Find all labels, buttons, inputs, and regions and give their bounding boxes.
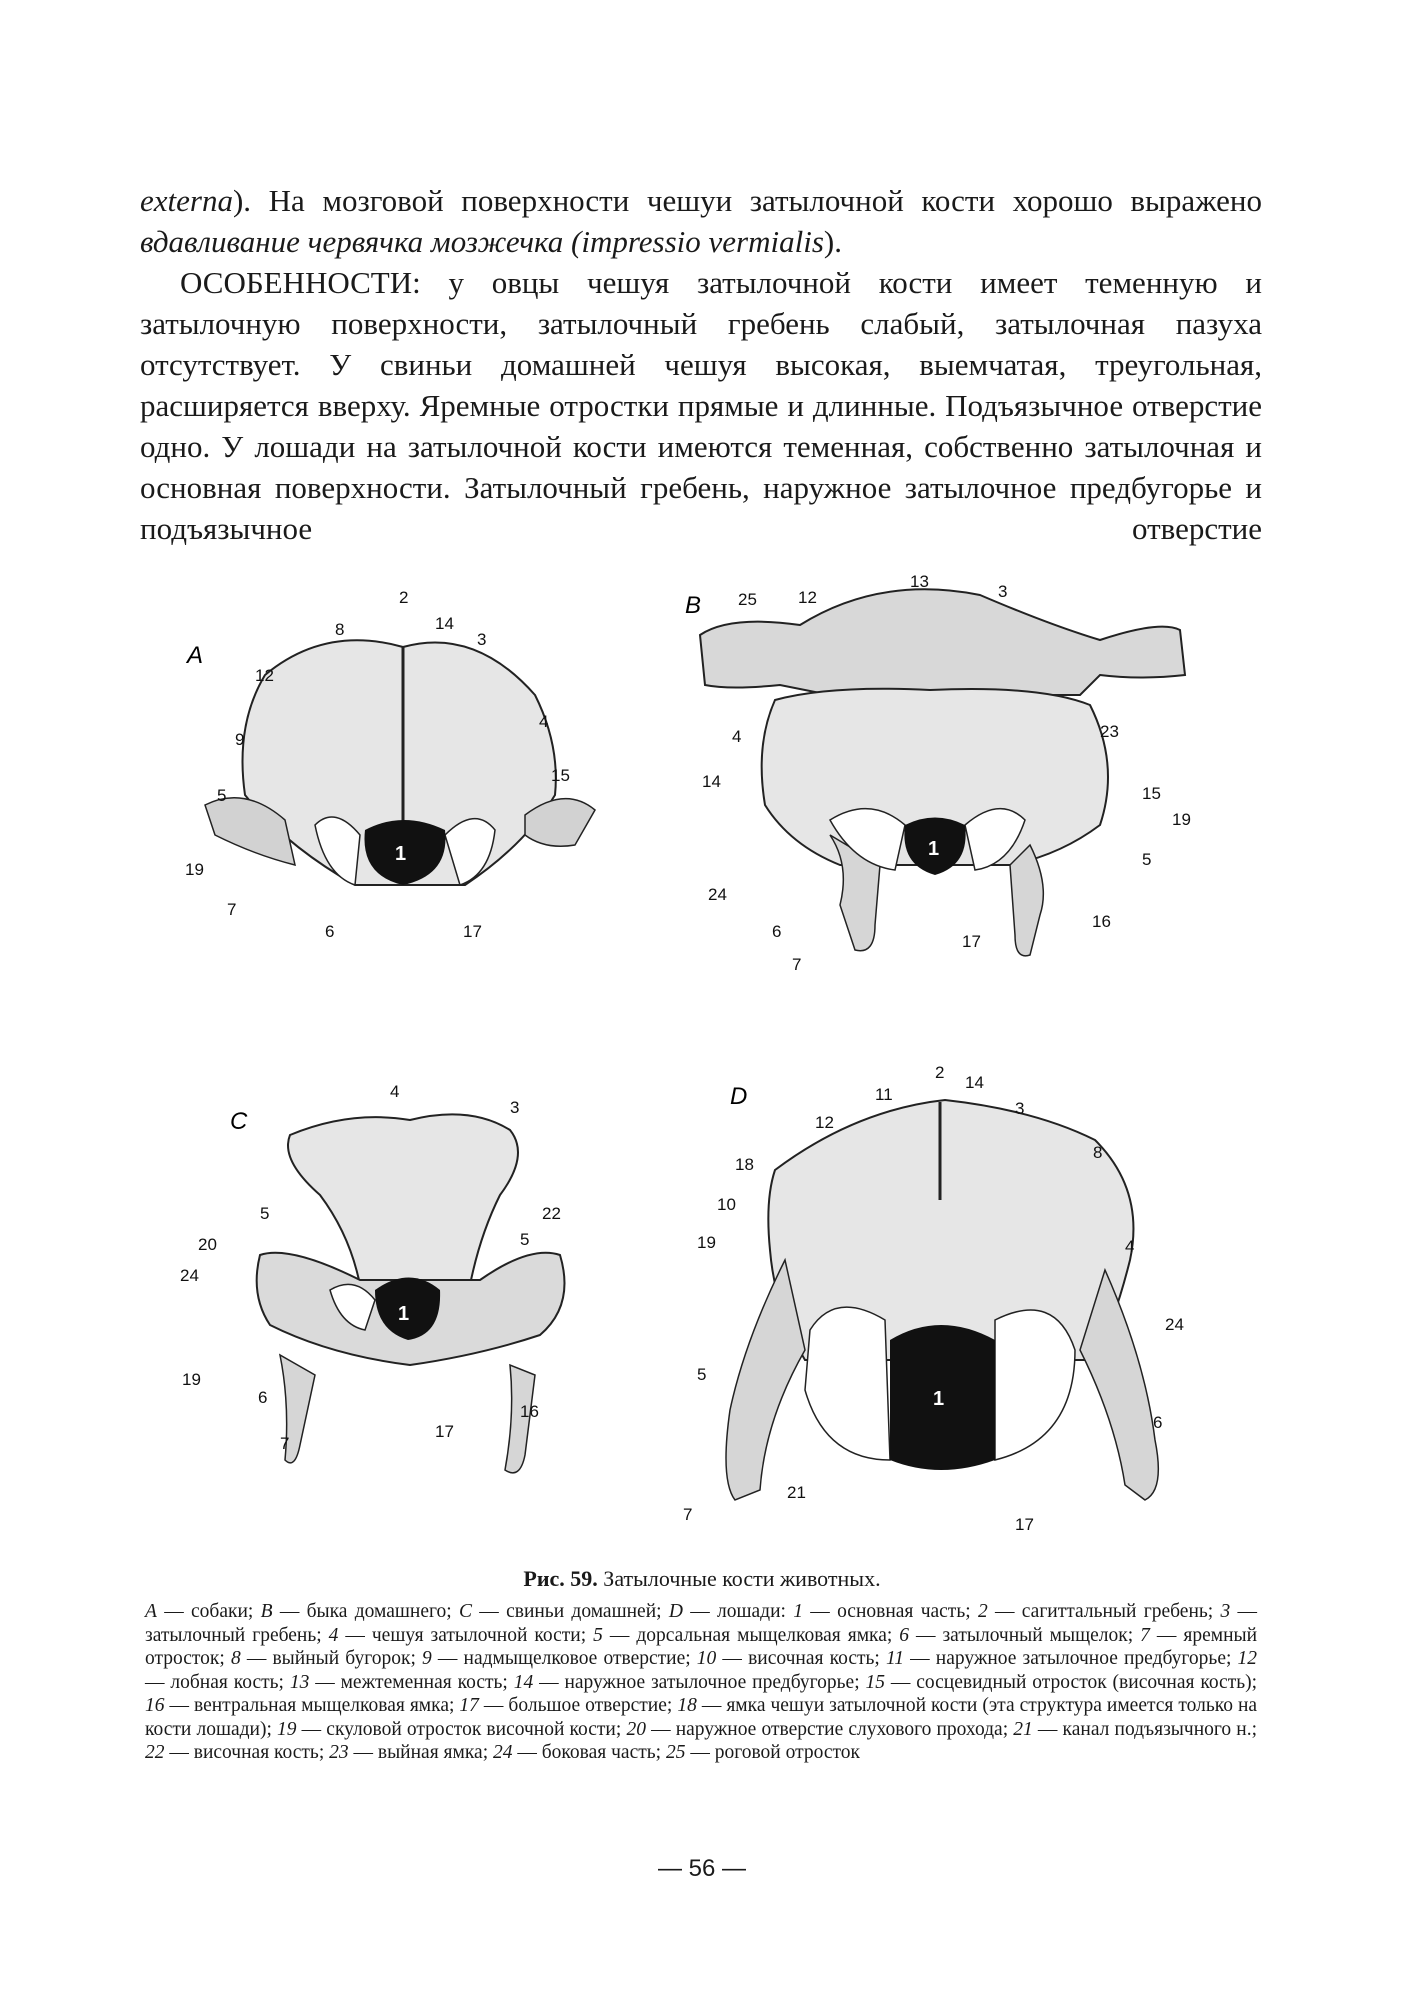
fig-label: 12 (798, 588, 817, 607)
figure-letter: B (685, 592, 702, 619)
legend-key: 25 (665, 1742, 686, 1763)
fig-label: 24 (1165, 1315, 1184, 1334)
legend-item: 9 — надмыщелковое отверстие; (422, 1648, 697, 1669)
legend-value: лошади (717, 1601, 781, 1622)
legend-item: 15 — сосцевидный отросток (височная кость); (865, 1671, 1258, 1693)
legend-item: 3 — затылочный гребень; (145, 1601, 1258, 1646)
legend-key: 22 (145, 1742, 165, 1763)
legend-key: 16 (145, 1695, 165, 1716)
legend-value: височная кость (748, 1648, 875, 1669)
legend-key: 23 (329, 1742, 349, 1763)
legend-key: 15 (865, 1671, 885, 1693)
jugular-process (1010, 845, 1043, 956)
figure-a-drawing (175, 585, 605, 965)
page-number: — 56 — (657, 1855, 747, 1882)
figure-d-drawing (675, 1060, 1235, 1550)
fig-label: 18 (735, 1155, 754, 1174)
legend-value: межтеменная кость (340, 1671, 503, 1693)
fig-label: 17 (962, 932, 981, 951)
legend-item: 20 — наружное отверстие слухового прохода; (626, 1718, 1014, 1740)
figure-number: Рис. 59. (523, 1566, 598, 1591)
fig-label: 6 (1153, 1413, 1163, 1432)
fig-label: 2 (935, 1063, 945, 1082)
fig-label: 19 (697, 1233, 716, 1252)
legend-key: 2 (977, 1601, 988, 1622)
fig-label: 3 (477, 630, 487, 649)
fig-label: 20 (198, 1235, 217, 1254)
legend-key: 6 (899, 1624, 910, 1646)
paragraph-1-end: ). (823, 224, 842, 259)
fig-label: 4 (732, 727, 742, 746)
legend-value: затылочный гребень (145, 1624, 317, 1646)
legend-item: 17 — большое отверстие; (459, 1695, 678, 1716)
legend-value: канал подъязычного н. (1062, 1718, 1252, 1740)
legend-value: височная кость (193, 1742, 319, 1763)
fig-label: 17 (435, 1422, 454, 1441)
paragraph-1-text: ). На мозговой поверхности чешуи затылочной кости хорошо выражено (232, 183, 1262, 218)
fig-label: 6 (325, 922, 335, 941)
latin-term: externa (140, 183, 233, 218)
fig-label: 5 (697, 1365, 707, 1384)
legend-value: затылочный мыщелок (942, 1624, 1128, 1646)
jugular-process (726, 1260, 805, 1500)
legend-item: 10 — височная кость; (696, 1648, 886, 1669)
legend-item: 5 — дорсальная мыщелковая ямка; (593, 1624, 900, 1646)
fig-label: 15 (1142, 784, 1161, 803)
figure-letter: A (187, 642, 204, 669)
legend-value: яремный отросток (145, 1624, 1258, 1669)
fig-label: 14 (435, 614, 454, 633)
legend-value: выйный бугорок (272, 1648, 411, 1669)
fig-label: 7 (683, 1505, 693, 1524)
legend-item: 6 — затылочный мыщелок; (899, 1624, 1141, 1646)
legend-key: 20 (626, 1718, 646, 1740)
legend-key: 10 (696, 1648, 717, 1669)
legend-key: 14 (513, 1671, 534, 1693)
legend-item: C — свиньи домашней; (458, 1601, 669, 1622)
legend-key: 21 (1013, 1718, 1033, 1740)
fig-label: 12 (815, 1113, 834, 1132)
legend-key: 18 (677, 1695, 697, 1716)
fig-label: 1 (398, 1303, 410, 1325)
fig-label: 1 (928, 838, 940, 860)
legend-value: боковая часть (541, 1742, 656, 1763)
legend-key: 17 (459, 1695, 479, 1716)
paragraph-1 (140, 180, 1262, 262)
figure-letter: C (230, 1108, 248, 1135)
legend-key: 13 (289, 1671, 310, 1693)
fig-label: 7 (227, 900, 237, 919)
legend-item: 7 — яремный отросток; (145, 1624, 1258, 1669)
legend-key: A (145, 1601, 157, 1622)
occipital-squama (288, 1114, 518, 1285)
fig-label: 11 (875, 1085, 893, 1104)
legend-item: 23 — выйная ямка; (329, 1742, 493, 1763)
legend-item: 21 — канал подъязычного н.; (1013, 1718, 1258, 1740)
legend-item: 4 — чешуя затылочной кости; (328, 1624, 594, 1646)
fig-label: 1 (933, 1388, 945, 1410)
fig-label: 16 (1092, 912, 1111, 931)
legend-value: надмыщелковое отверстие (463, 1648, 686, 1669)
legend-item: 19 — скуловой отросток височной кости; (277, 1718, 627, 1740)
legend-key: 4 (328, 1624, 339, 1646)
fig-label: 17 (463, 922, 482, 941)
legend-value: выйная ямка (377, 1742, 483, 1763)
figure-b-drawing (680, 565, 1240, 985)
legend-key: 19 (277, 1718, 297, 1740)
fig-label: 22 (542, 1204, 561, 1223)
figure-c-pig (180, 1075, 600, 1495)
legend-item: 8 — выйный бугорок; (230, 1648, 423, 1669)
legend-value: сосцевидный отросток (височная кость) (916, 1671, 1252, 1693)
term-italic: вдавливание червячка мозжечка (impressio vermialis (140, 224, 824, 259)
legend-value: вентральная мыщелковая ямка (194, 1695, 449, 1716)
legend-item: 16 — вентральная мыщелковая ямка; (145, 1695, 460, 1716)
fig-label: 7 (792, 955, 802, 974)
fig-label: 2 (399, 588, 409, 607)
legend-key: 12 (1237, 1648, 1258, 1669)
fig-label: 8 (1093, 1143, 1103, 1162)
fig-label: 5 (520, 1230, 530, 1249)
fig-label: 15 (551, 766, 570, 785)
legend-item: B — быка домашнего; (260, 1601, 459, 1622)
legend-value: ямка чешуи затылочной кости (эта структура имеется только на кости лошади) (145, 1695, 1258, 1740)
fig-label: 3 (1015, 1099, 1025, 1118)
legend-value: роговой отросток (714, 1742, 860, 1763)
fig-label: 13 (910, 572, 929, 591)
legend-item: 12 — лобная кость; (145, 1648, 1258, 1693)
legend-item: 18 — ямка чешуи затылочной кости (эта структура имеется только на кости лошади); (145, 1695, 1258, 1740)
legend-value: основная часть (837, 1601, 966, 1622)
legend-item: 13 — межтеменная кость; (289, 1671, 514, 1693)
legend-key: 24 (493, 1742, 513, 1763)
legend-key: 7 (1140, 1624, 1150, 1646)
legend-value: собаки (191, 1601, 248, 1622)
fig-label: 10 (717, 1195, 736, 1214)
legend-item: 22 — височная кость; (145, 1742, 330, 1763)
legend-value: наружное затылочное предбугорье (935, 1648, 1226, 1669)
legend-value: свиньи домашней (506, 1601, 657, 1622)
legend-value: сагиттальный гребень (1021, 1601, 1208, 1622)
fig-label: 21 (787, 1483, 806, 1502)
legend-value: чешуя затылочной кости (371, 1624, 581, 1646)
fig-label: 9 (235, 730, 245, 749)
legend-key: 1 (793, 1601, 803, 1622)
legend-item: 24 — боковая часть; (493, 1742, 666, 1763)
legend-key: 5 (593, 1624, 603, 1646)
fig-label: 6 (772, 922, 782, 941)
legend-key: 8 (230, 1648, 241, 1669)
horn-processes (700, 589, 1185, 695)
fig-label: 8 (335, 620, 345, 639)
fig-label: 12 (255, 666, 274, 685)
figure-a-dog (175, 585, 605, 965)
legend-key: 3 (1220, 1601, 1231, 1622)
legend-item: 11 — наружное затылочное предбугорье; (885, 1648, 1238, 1669)
fig-label: 7 (280, 1434, 290, 1453)
legend-key: 9 (422, 1648, 432, 1669)
fig-label: 4 (1125, 1237, 1135, 1256)
figure-letter: D (730, 1083, 748, 1110)
legend-item: 14 — наружное затылочное предбугорье; (513, 1671, 866, 1693)
fig-label: 24 (708, 885, 727, 904)
legend-value: наружное отверстие слухового прохода (675, 1718, 1003, 1740)
condyle (805, 1307, 890, 1460)
paragraph-2: ОСОБЕННОСТИ: у овцы чешуя затылочной кости имеет теменную и затылочную поверхности, затылочный гребень слабый, затылочная пазуха отсутствует. У свиньи домашней чешуя высокая, выемчатая, треугольная, расширяется вверху. Яремные отростки прямые и длинные. Подъязычное отверстие одно. У лошади на затылочной кости имеются теменная, собственно затылочная и основная поверхности. Затылочный гребень, наружное затылочное предбугорье и подъязычное отверстие (140, 265, 1262, 546)
legend-item: D — лошади: (668, 1601, 794, 1622)
fig-label: 19 (185, 860, 204, 879)
legend-value: быка домашнего (306, 1601, 447, 1622)
fig-label: 17 (1015, 1515, 1034, 1534)
legend-key: B (260, 1601, 273, 1622)
fig-label: 23 (1100, 722, 1119, 741)
fig-label: 6 (258, 1388, 268, 1407)
fig-label: 3 (998, 582, 1008, 601)
fig-label: 4 (390, 1082, 400, 1101)
fig-label: 5 (260, 1204, 270, 1223)
figure-caption (0, 1566, 1404, 1592)
fig-label: 16 (520, 1402, 539, 1421)
fig-label: 24 (180, 1266, 199, 1285)
fig-label: 14 (965, 1073, 984, 1092)
condyle (995, 1310, 1075, 1460)
legend-value: скуловой отросток височной кости (326, 1718, 616, 1740)
body-text (140, 180, 1262, 549)
legend-key: C (458, 1601, 472, 1622)
fig-label: 4 (539, 712, 549, 731)
legend-value: дорсальная мыщелковая ямка (636, 1624, 887, 1646)
legend-value: большое отверстие (508, 1695, 667, 1716)
fig-label: 1 (395, 843, 407, 865)
legend-key: 11 (885, 1648, 904, 1669)
fig-label: 3 (510, 1098, 520, 1117)
legend-item: 2 — сагиттальный гребень; (977, 1601, 1221, 1622)
fig-label: 5 (217, 786, 227, 805)
figure-c-drawing (180, 1075, 600, 1495)
figure-d-horse (675, 1060, 1235, 1550)
figure-title: Затылочные кости животных. (603, 1566, 881, 1591)
legend-value: наружное затылочное предбугорье (564, 1671, 855, 1693)
legend-item: A — собаки; (145, 1601, 261, 1622)
figure-legend (145, 1600, 1257, 1765)
legend-item: 1 — основная часть; (793, 1601, 978, 1622)
fig-label: 25 (738, 590, 757, 609)
fig-label: 19 (1172, 810, 1191, 829)
legend-value: лобная кость (170, 1671, 279, 1693)
legend-key: D (668, 1601, 683, 1622)
legend-item: 25 — роговой отросток (665, 1742, 860, 1763)
fig-label: 5 (1142, 850, 1152, 869)
figure-b-cattle (680, 565, 1240, 985)
fig-label: 14 (702, 772, 721, 791)
fig-label: 19 (182, 1370, 201, 1389)
